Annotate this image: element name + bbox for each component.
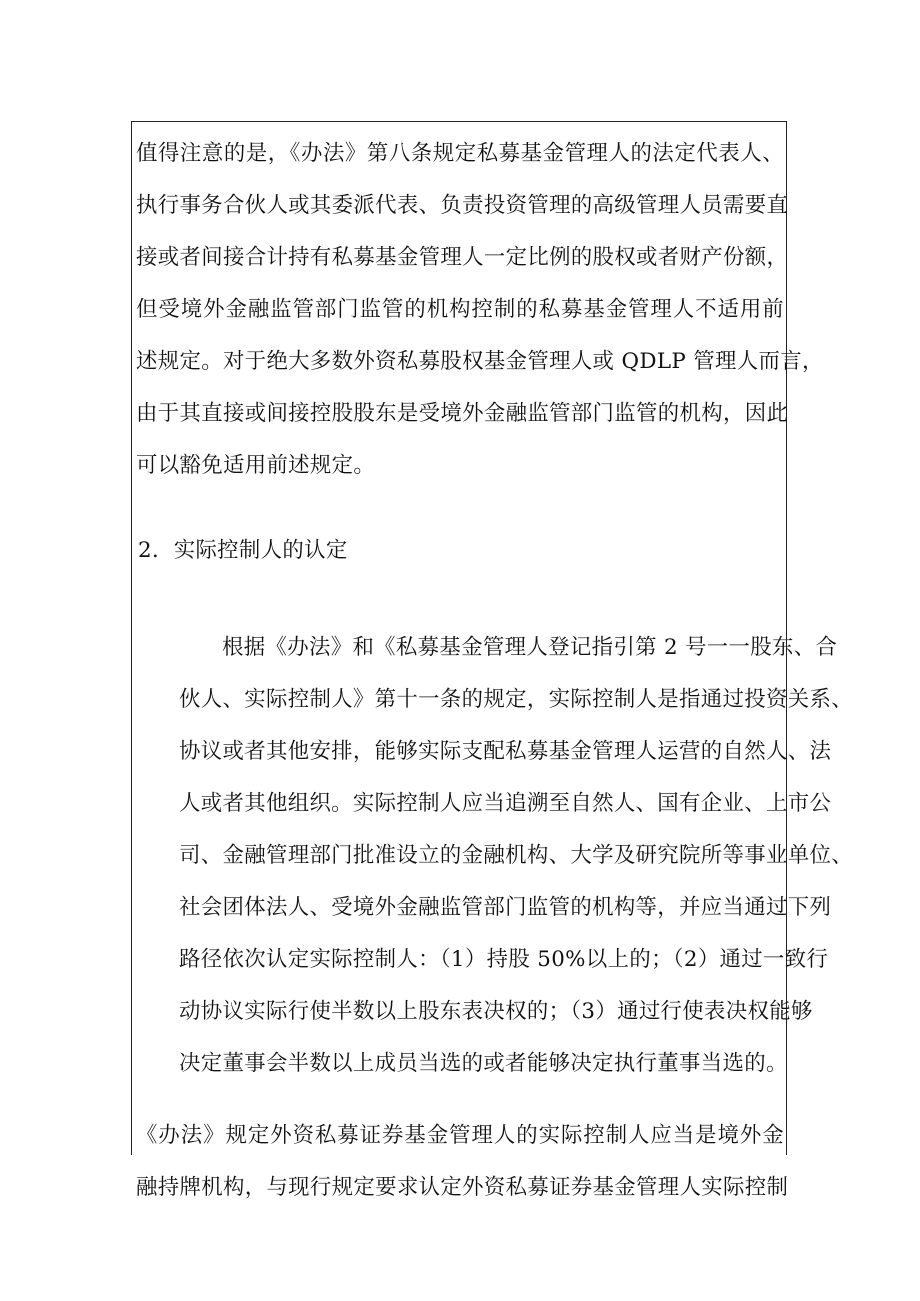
- text-line: 由于其直接或间接控股股东是受境外金融监管部门监管的机构，因此: [136, 401, 789, 426]
- text-line: 融持牌机构，与现行规定要求认定外资私募证券基金管理人实际控制: [136, 1175, 789, 1200]
- text-line: 动协议实际行使半数以上股东表决权的；（3）通过行使表决权能够: [179, 999, 813, 1024]
- text-line: 接或者间接合计持有私募基金管理人一定比例的股权或者财产份额，: [136, 245, 789, 270]
- text-line: 社会团体法人、受境外金融监管部门监管的机构等，并应当通过下列: [179, 895, 832, 920]
- text-line: 值得注意的是，《办法》第八条规定私募基金管理人的法定代表人、: [136, 141, 784, 166]
- text-line: 述规定。对于绝大多数外资私募股权基金管理人或 QDLP 管理人而言，: [136, 349, 824, 374]
- text-line: 但受境外金融监管部门监管的机构控制的私募基金管理人不适用前: [136, 297, 784, 322]
- document-page: [131, 121, 853, 1200]
- text-line: 根据《办法》和《私募基金管理人登记指引第 2 号一一股东、合: [222, 635, 838, 660]
- text-line: 决定董事会半数以上成员当选的或者能够决定执行董事当选的。: [179, 1051, 788, 1076]
- text-line: 执行事务合伙人或其委派代表、负责投资管理的高级管理人员需要直: [136, 193, 789, 218]
- text-line: 人或者其他组织。实际控制人应当追溯至自然人、国有企业、上市公: [179, 791, 832, 816]
- paragraph-actual-controller-definition: [132, 622, 853, 1090]
- text-line: 司、金融管理部门批准设立的金融机构、大学及研究院所等事业单位、: [179, 843, 853, 868]
- section-heading: 2．实际控制人的认定: [138, 538, 348, 563]
- text-line: 路径依次认定实际控制人：（1）持股 50%以上的；（2）通过一致行: [179, 947, 829, 972]
- text-line: 《办法》规定外资私募证券基金管理人的实际控制人应当是境外金: [136, 1123, 784, 1148]
- text-line: 可以豁免适用前述规定。: [136, 453, 376, 478]
- paragraph-securities-manager-controller: [132, 1110, 788, 1214]
- text-line: 协议或者其他安排，能够实际支配私募基金管理人运营的自然人、法: [179, 739, 832, 764]
- text-line: 伙人、实际控制人》第十一条的规定，实际控制人是指通过投资关系、: [179, 687, 853, 712]
- paragraph-foreign-exemption: [132, 128, 824, 492]
